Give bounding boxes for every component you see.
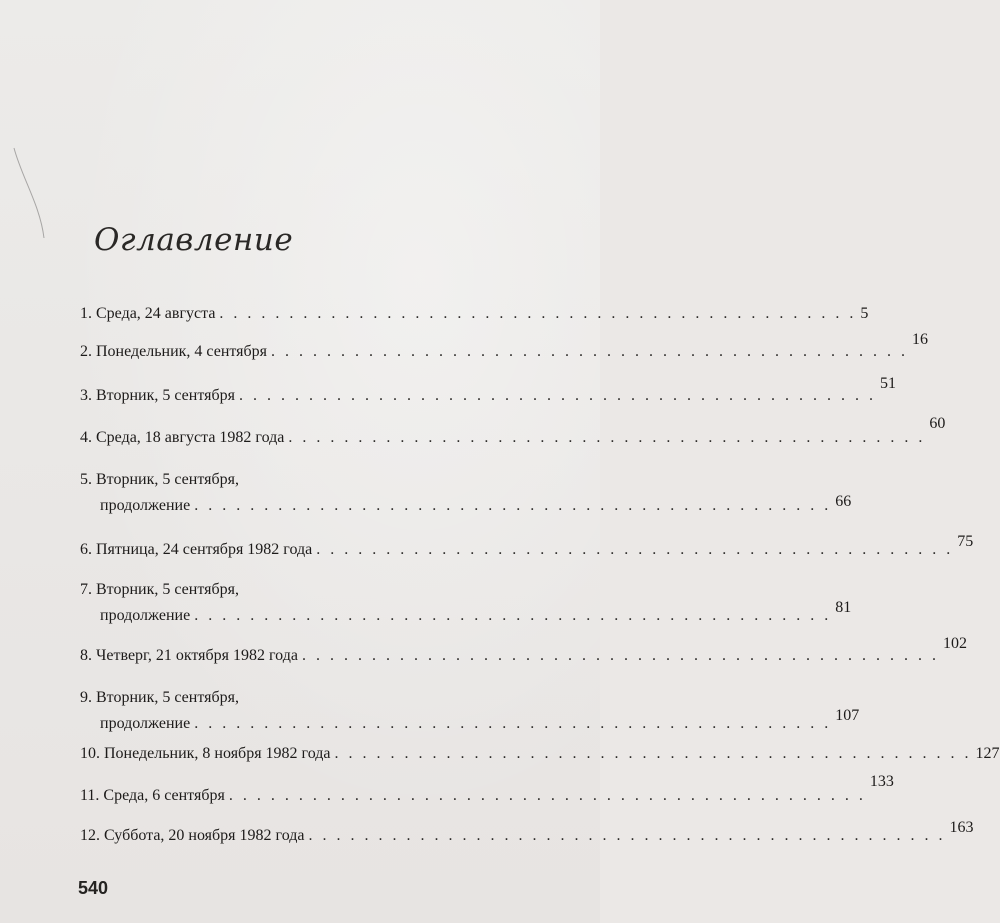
toc-entry-title: 5. Вторник, 5 сентября,	[80, 471, 239, 488]
dot-leader: . . . . . . . . . . . . . . . . . . . . . . . . . . . . . . . . . . . . . . . . . . . . . .	[194, 607, 832, 624]
toc-entry-9[interactable]	[80, 687, 860, 735]
toc-entry-title: 11. Среда, 6 сентября	[80, 787, 225, 804]
dot-leader: . . . . . . . . . . . . . . . . . . . . . . . . . . . . . . . . . . . . . . . . . . . . . .	[271, 343, 909, 360]
toc-entry-title-continuation: продолжение	[100, 607, 191, 624]
dot-leader: . . . . . . . . . . . . . . . . . . . . . . . . . . . . . . . . . . . . . . . . . . . . . .	[238, 387, 876, 404]
toc-entry-title: 3. Вторник, 5 сентября	[80, 387, 235, 404]
dot-leader: . . . . . . . . . . . . . . . . . . . . . . . . . . . . . . . . . . . . . . . . . . . . . .	[194, 715, 832, 732]
toc-entry-page: 5	[860, 305, 869, 322]
dot-leader: . . . . . . . . . . . . . . . . . . . . . . . . . . . . . . . . . . . . . . . . . . . . . .	[288, 429, 926, 446]
toc-entry-title: 10. Понедельник, 8 ноября 1982 года	[80, 745, 331, 762]
toc-entry-title: 1. Среда, 24 августа	[80, 305, 216, 322]
toc-entry-11[interactable]	[80, 773, 894, 807]
dot-leader: . . . . . . . . . . . . . . . . . . . . . . . . . . . . . . . . . . . . . . . . . . . . . .	[301, 647, 939, 664]
toc-entry-page: 127	[975, 745, 1000, 762]
toc-entry-page: 107	[835, 707, 860, 724]
toc-entry-title-continuation: продолжение	[100, 497, 191, 514]
toc-entry-page: 75	[957, 533, 974, 550]
toc-entry-page: 133	[869, 773, 894, 790]
toc-entry-title-continuation: продолжение	[100, 715, 191, 732]
toc-entry-page: 102	[942, 635, 967, 652]
toc-entry-page: 163	[949, 819, 974, 836]
toc-entry-page: 51	[879, 375, 896, 392]
toc-entry-12[interactable]	[80, 819, 974, 847]
toc-entry-page: 66	[835, 493, 852, 510]
toc-entry-10[interactable]	[80, 743, 1000, 765]
dot-leader: . . . . . . . . . . . . . . . . . . . . . . . . . . . . . . . . . . . . . . . . . . . . . .	[219, 305, 857, 322]
toc-entry-title: 9. Вторник, 5 сентября,	[80, 689, 239, 706]
toc-entry-1[interactable]	[80, 303, 869, 325]
dot-leader: . . . . . . . . . . . . . . . . . . . . . . . . . . . . . . . . . . . . . . . . . . . . . .	[228, 787, 866, 804]
dot-leader: . . . . . . . . . . . . . . . . . . . . . . . . . . . . . . . . . . . . . . . . . . . . . .	[194, 497, 832, 514]
toc-entry-title: 2. Понедельник, 4 сентября	[80, 343, 268, 360]
dot-leader: . . . . . . . . . . . . . . . . . . . . . . . . . . . . . . . . . . . . . . . . . . . . . .	[334, 745, 972, 762]
toc-entry-5[interactable]	[80, 469, 852, 517]
toc-entry-8[interactable]	[80, 635, 967, 667]
toc-entry-title: 12. Суббота, 20 ноября 1982 года	[80, 827, 305, 844]
toc-entry-3[interactable]	[80, 375, 896, 407]
toc-entry-7[interactable]	[80, 579, 852, 627]
toc-entry-title: 7. Вторник, 5 сентября,	[80, 581, 239, 598]
toc-entry-4[interactable]	[80, 415, 946, 449]
toc-entry-page: 81	[835, 599, 852, 616]
toc-entry-6[interactable]	[80, 533, 974, 561]
page-number: 540	[78, 878, 109, 898]
toc-entry-title: 6. Пятница, 24 сентября 1982 года	[80, 541, 313, 558]
toc-entry-title: 8. Четверг, 21 октября 1982 года	[80, 647, 298, 664]
dot-leader: . . . . . . . . . . . . . . . . . . . . . . . . . . . . . . . . . . . . . . . . . . . . . .	[316, 541, 954, 558]
toc-entry-2[interactable]	[80, 331, 929, 363]
toc-entry-page: 16	[912, 331, 929, 348]
toc-heading: Оглавление	[94, 222, 294, 258]
toc-entry-page: 60	[929, 415, 946, 432]
toc-entry-title: 4. Среда, 18 августа 1982 года	[80, 429, 285, 446]
dot-leader: . . . . . . . . . . . . . . . . . . . . . . . . . . . . . . . . . . . . . . . . . . . . . .	[308, 827, 946, 844]
